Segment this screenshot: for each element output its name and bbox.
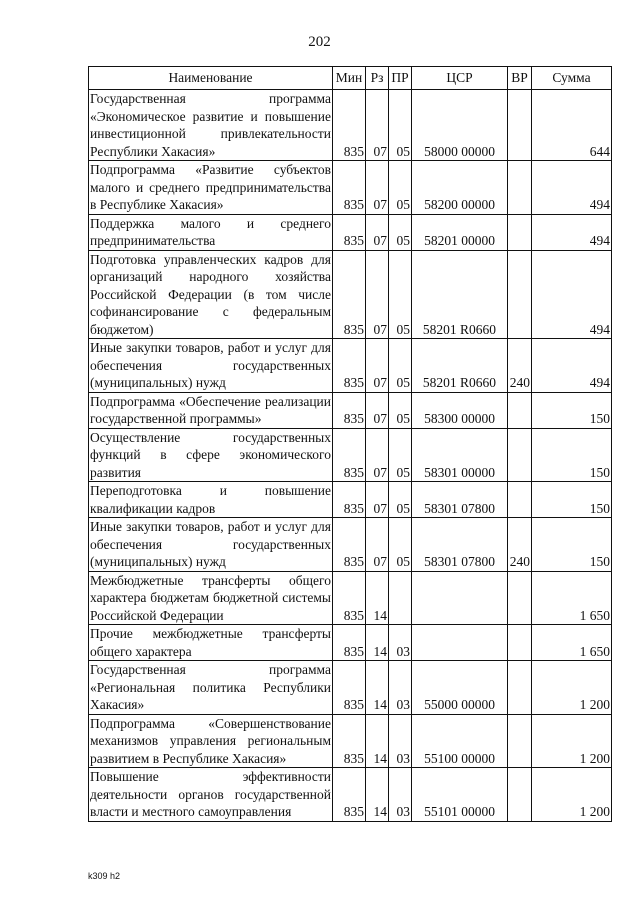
table-row — [89, 768, 612, 822]
cell-rz: 14 — [366, 571, 389, 625]
cell-min: 835 — [333, 392, 366, 428]
cell-rz: 14 — [366, 625, 389, 661]
cell-name: Подпрограмма «Обеспечение реализации государственной программы» — [90, 393, 331, 426]
cell-rz: 14 — [366, 714, 389, 768]
cell-sum: 150 — [532, 518, 612, 572]
table-row — [89, 661, 612, 715]
cell-csr: 58301 00000 — [412, 428, 508, 482]
table-row — [89, 250, 612, 339]
column-header-min: Мин — [333, 67, 366, 90]
budget-table — [88, 66, 612, 822]
cell-name: Прочие межбюджетные трансферты общего характера — [90, 626, 331, 659]
cell-vr — [508, 482, 532, 518]
column-header-name: Наименование — [89, 67, 333, 90]
cell-csr: 58201 00000 — [412, 214, 508, 250]
cell-csr: 58201 R0660 — [412, 339, 508, 393]
table-row — [89, 714, 612, 768]
cell-name: Межбюджетные трансферты общего характера бюджетам бюджетной системы Российской Федерации — [90, 572, 331, 623]
cell-min: 835 — [333, 339, 366, 393]
cell-sum: 644 — [532, 90, 612, 161]
table-row — [89, 339, 612, 393]
cell-name: Государственная программа «Региональная политика Республики Хакасия» — [90, 662, 331, 712]
cell-name: Иные закупки товаров, работ и услуг для обеспечения государственных (муниципальных) нужд — [90, 519, 331, 569]
cell-rz: 14 — [366, 768, 389, 822]
cell-pr: 05 — [389, 161, 412, 215]
table-row — [89, 571, 612, 625]
cell-name: Подпрограмма «Совершенствование механизмов управления региональным развитием в Республике Хакасия» — [90, 715, 331, 766]
cell-csr: 58301 07800 — [412, 518, 508, 572]
cell-rz: 07 — [366, 161, 389, 215]
table-row — [89, 90, 612, 161]
cell-min: 835 — [333, 661, 366, 715]
cell-min: 835 — [333, 90, 366, 161]
cell-vr — [508, 214, 532, 250]
cell-vr: 240 — [508, 518, 532, 572]
cell-pr: 05 — [389, 250, 412, 339]
cell-name: Иные закупки товаров, работ и услуг для обеспечения государственных (муниципальных) нужд — [90, 340, 331, 390]
footer-code: k309 h2 — [88, 871, 121, 881]
cell-pr: 05 — [389, 339, 412, 393]
cell-min: 835 — [333, 571, 366, 625]
table-body — [89, 90, 612, 822]
cell-sum: 494 — [532, 161, 612, 215]
column-header-vr: ВР — [508, 67, 532, 90]
cell-sum: 1 650 — [532, 571, 612, 625]
cell-min: 835 — [333, 214, 366, 250]
cell-sum: 1 200 — [532, 661, 612, 715]
cell-vr — [508, 625, 532, 661]
cell-min: 835 — [333, 768, 366, 822]
cell-name: Подготовка управленческих кадров для организаций народного хозяйства Российской Федерации (в том числе софинансирование с федеральным бюджетом) — [90, 251, 331, 337]
cell-rz: 07 — [366, 482, 389, 518]
cell-rz: 07 — [366, 250, 389, 339]
cell-sum: 150 — [532, 428, 612, 482]
cell-csr: 58201 R0660 — [412, 250, 508, 339]
cell-vr — [508, 250, 532, 339]
cell-vr — [508, 90, 532, 161]
table-row — [89, 482, 612, 518]
cell-min: 835 — [333, 428, 366, 482]
cell-sum: 150 — [532, 482, 612, 518]
cell-name: Государственная программа «Экономическое развитие и повышение инвестиционной привлекательности Республики Хакасия» — [90, 91, 331, 159]
cell-rz: 07 — [366, 428, 389, 482]
cell-sum: 494 — [532, 339, 612, 393]
cell-sum: 494 — [532, 250, 612, 339]
table-row — [89, 214, 612, 250]
cell-min: 835 — [333, 714, 366, 768]
cell-name: Повышение эффективности деятельности органов государственной власти и местного самоуправления — [90, 769, 331, 819]
column-header-csr: ЦСР — [412, 67, 508, 90]
cell-rz: 14 — [366, 661, 389, 715]
cell-rz: 07 — [366, 392, 389, 428]
cell-vr — [508, 392, 532, 428]
page-number: 202 — [308, 34, 331, 50]
cell-name: Переподготовка и повышение квалификации кадров — [90, 483, 331, 516]
cell-vr: 240 — [508, 339, 532, 393]
cell-vr — [508, 571, 532, 625]
cell-csr: 55101 00000 — [412, 768, 508, 822]
cell-pr: 05 — [389, 482, 412, 518]
cell-pr: 03 — [389, 625, 412, 661]
cell-pr: 05 — [389, 214, 412, 250]
cell-sum: 1 650 — [532, 625, 612, 661]
cell-pr: 05 — [389, 90, 412, 161]
table-row — [89, 392, 612, 428]
cell-sum: 494 — [532, 214, 612, 250]
cell-sum: 1 200 — [532, 768, 612, 822]
cell-sum: 150 — [532, 392, 612, 428]
cell-min: 835 — [333, 250, 366, 339]
cell-name: Осуществление государственных функций в сфере экономического развития — [90, 429, 331, 480]
cell-pr: 03 — [389, 661, 412, 715]
cell-pr: 03 — [389, 714, 412, 768]
cell-pr: 05 — [389, 392, 412, 428]
cell-rz: 07 — [366, 339, 389, 393]
cell-pr — [389, 571, 412, 625]
cell-vr — [508, 161, 532, 215]
column-header-pr: ПР — [389, 67, 412, 90]
cell-csr: 58200 00000 — [412, 161, 508, 215]
cell-sum: 1 200 — [532, 714, 612, 768]
cell-name: Подпрограмма «Развитие субъектов малого и среднего предпринимательства в Республике Хакасия» — [90, 162, 331, 212]
cell-csr — [412, 625, 508, 661]
cell-min: 835 — [333, 482, 366, 518]
cell-vr — [508, 661, 532, 715]
table-row — [89, 625, 612, 661]
cell-csr: 58300 00000 — [412, 392, 508, 428]
column-header-sum: Сумма — [532, 67, 612, 90]
table-header-row — [89, 67, 612, 90]
cell-name: Поддержка малого и среднего предпринимательства — [90, 215, 331, 248]
cell-csr: 58000 00000 — [412, 90, 508, 161]
cell-min: 835 — [333, 518, 366, 572]
cell-csr: 55100 00000 — [412, 714, 508, 768]
cell-rz: 07 — [366, 90, 389, 161]
table-row — [89, 161, 612, 215]
table-row — [89, 428, 612, 482]
cell-pr: 05 — [389, 428, 412, 482]
cell-min: 835 — [333, 161, 366, 215]
cell-pr: 05 — [389, 518, 412, 572]
cell-vr — [508, 714, 532, 768]
cell-vr — [508, 768, 532, 822]
cell-pr: 03 — [389, 768, 412, 822]
table-row — [89, 518, 612, 572]
cell-rz: 07 — [366, 518, 389, 572]
cell-csr — [412, 571, 508, 625]
cell-csr: 58301 07800 — [412, 482, 508, 518]
cell-rz: 07 — [366, 214, 389, 250]
cell-min: 835 — [333, 625, 366, 661]
column-header-rz: Рз — [366, 67, 389, 90]
cell-vr — [508, 428, 532, 482]
cell-csr: 55000 00000 — [412, 661, 508, 715]
